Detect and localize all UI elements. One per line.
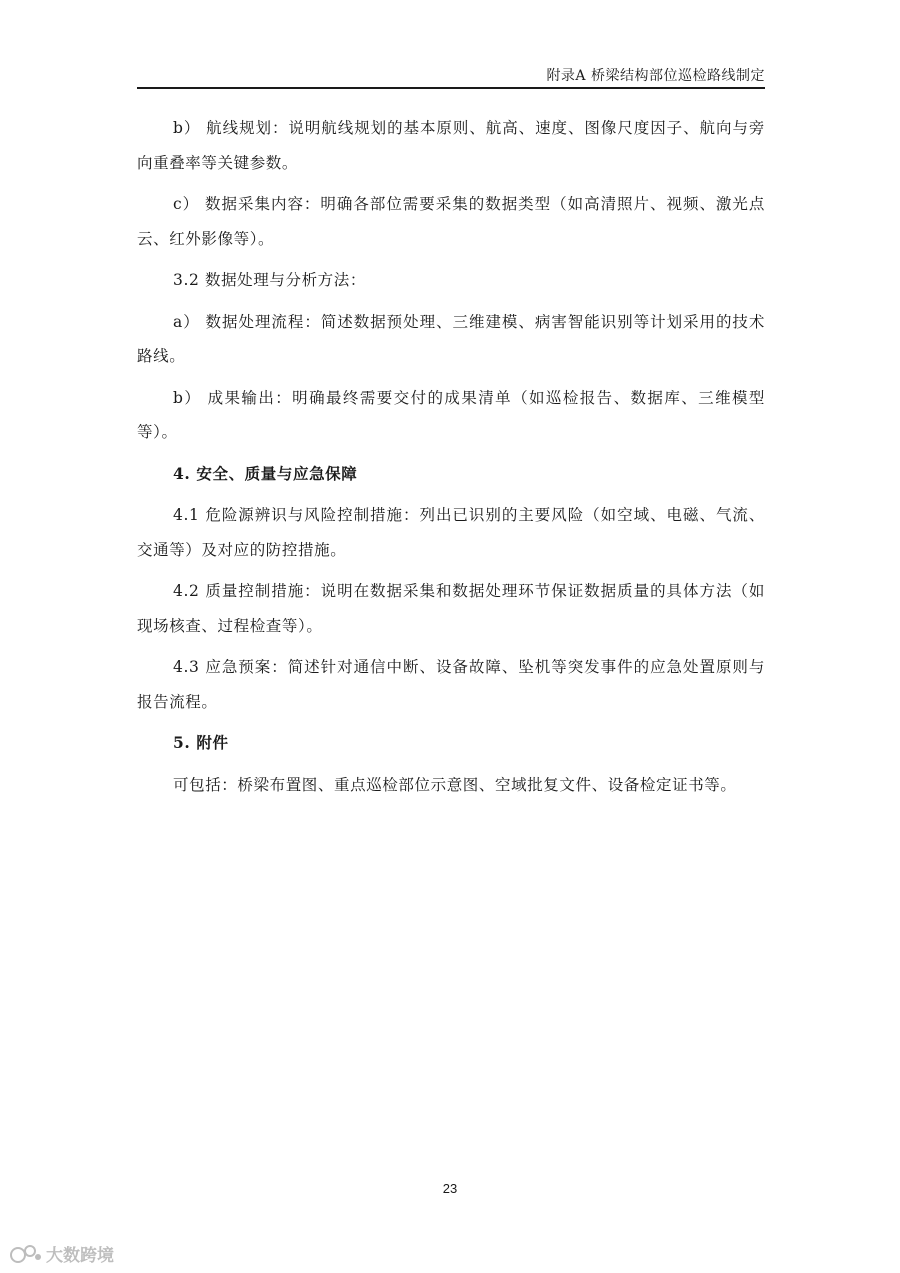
paragraph-quality-control: 4.2 质量控制措施：说明在数据采集和数据处理环节保证数据质量的具体方法（如现场核查、过程检查等）。 [137,582,765,635]
paragraph-route-planning: b） 航线规划：说明航线规划的基本原则、航高、速度、图像尺度因子、航向与旁向重叠率等关键参数。 [137,119,765,172]
paragraph-deliverables: b） 成果输出：明确最终需要交付的成果清单（如巡检报告、数据库、三维模型等）。 [137,388,765,441]
section-heading-safety: 4. 安全、质量与应急保障 [173,463,358,483]
brand-logo-icon [8,1241,126,1267]
paragraph-data-collection: c） 数据采集内容：明确各部位需要采集的数据类型（如高清照片、视频、激光点云、红外影像等）。 [137,195,765,248]
watermark [8,1240,126,1268]
running-header: 附录A 桥梁结构部位巡检路线制定 [546,68,765,84]
paragraph-attachments: 可包括：桥梁布置图、重点巡检部位示意图、空域批复文件、设备检定证书等。 [173,775,737,794]
paragraph-emergency-plan: 4.3 应急预案：简述针对通信中断、设备故障、坠机等突发事件的应急处置原则与报告流程。 [137,658,765,711]
page-number: 23 [442,1181,458,1196]
paragraph-risk-control: 4.1 危险源辨识与风险控制措施：列出已识别的主要风险（如空域、电磁、气流、交通等）及对应的防控措施。 [137,506,765,559]
paragraph-processing-flow: a） 数据处理流程：简述数据预处理、三维建模、病害智能识别等计划采用的技术路线。 [137,312,765,365]
header-rule [137,87,765,89]
document-body [137,111,765,809]
svg-text:大数跨境: 大数跨境 [46,1246,114,1265]
section-heading-attachments: 5. 附件 [173,733,229,752]
paragraph-section-3-2: 3.2 数据处理与分析方法： [173,271,366,289]
